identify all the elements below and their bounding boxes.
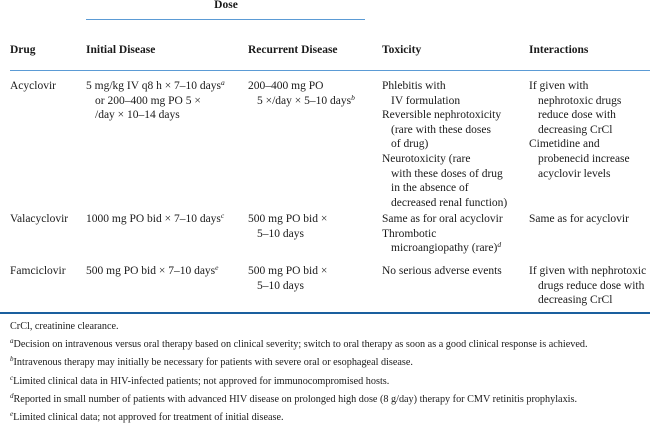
cell-line (86, 212, 224, 227)
footnote-marker: e (215, 263, 219, 272)
cell-line: Same as for oral acyclovir (382, 213, 503, 225)
cell-line: drugs reduce dose with (538, 279, 645, 292)
footnote-marker: c (220, 211, 225, 220)
cell-text: microangiopathy (rare) (391, 242, 498, 255)
footnote-a (10, 336, 588, 354)
cell-line: (rare with these doses (391, 123, 491, 136)
footnote-mark: d (10, 391, 14, 400)
cell-line: Cimetidine and (529, 138, 600, 151)
footnote-c (10, 373, 588, 391)
column-header-initial-disease: Initial Disease (86, 44, 156, 56)
cell-line: with these doses of drug (391, 167, 503, 180)
footnote-text: Decision on intravenous versus oral therapy based on clinical severity; switch to oral therapy as soon as a good clinical response is achieved. (13, 339, 588, 351)
cell-drug: Valacyclovir (10, 213, 69, 225)
cell-line: If given with (529, 80, 589, 92)
cell-line: 5–10 days (257, 279, 304, 292)
cell-line: reduce dose with (538, 109, 616, 122)
cell-line: 5–10 days (257, 227, 304, 240)
table-bottom-rule (0, 312, 650, 314)
cell-line: or 200–400 mg PO 5 × (95, 94, 201, 107)
header-rule (10, 70, 650, 71)
cell-line: No serious adverse events (382, 265, 502, 277)
cell-text: 5 ×/day × 5–10 days (257, 94, 352, 107)
cell-line: decreased renal function) (391, 196, 508, 209)
cell-text: 5 mg/kg IV q8 h × 7–10 days (86, 80, 222, 92)
footnote-text: Limited clinical data in HIV-infected patients; not approved for immunocompromised hosts. (13, 375, 390, 387)
cell-line: IV formulation (391, 94, 461, 107)
footnote-text: Reported in small number of patients with advanced HIV disease on prolonged high dose (8 g/day) therapy for CMV retinitis prophylaxis. (13, 393, 578, 405)
footnote-d (10, 391, 588, 409)
cell-recurrent-disease (248, 264, 327, 293)
cell-line: in the absence of (391, 182, 469, 195)
cell-line: Phlebitis with (382, 80, 446, 92)
cell-line: nephrotoxic drugs (538, 94, 622, 107)
cell-toxicity (382, 212, 503, 256)
dose-group-header: Dose (214, 0, 238, 11)
footnote-text: Limited clinical data; not approved for treatment of initial disease. (13, 412, 284, 424)
cell-line: probenecid increase (538, 152, 630, 165)
cell-drug: Acyclovir (10, 80, 56, 92)
cell-line: acyclovir levels (538, 167, 611, 180)
table-footnotes (10, 318, 588, 427)
cell-text: 500 mg PO bid × 7–10 days (86, 265, 216, 277)
footnote-mark: c (10, 373, 14, 382)
cell-line (248, 94, 355, 109)
cell-toxicity (382, 79, 507, 210)
cell-recurrent-disease (248, 79, 355, 108)
cell-line: Reversible nephrotoxicity (382, 109, 502, 122)
cell-line (86, 79, 225, 94)
footnote-marker: b (351, 92, 355, 102)
cell-line: /day × 10–14 days (95, 109, 180, 122)
footnote-mark: a (10, 337, 14, 346)
cell-line: decreasing CrCl (538, 123, 613, 136)
cell-initial-disease (86, 264, 219, 279)
cell-interactions (529, 79, 630, 181)
footnote-mark: b (10, 355, 14, 364)
footnote-abbreviation: CrCl, creatinine clearance. (10, 321, 119, 332)
cell-recurrent-disease (248, 212, 327, 241)
column-header-interactions: Interactions (529, 44, 589, 56)
cell-line: 500 mg PO bid × (248, 265, 328, 277)
cell-line (382, 241, 503, 256)
column-header-drug: Drug (10, 44, 36, 56)
cell-line: If given with nephrotoxic (529, 265, 647, 277)
cell-interactions (529, 212, 629, 227)
cell-line: Same as for acyclovir (529, 213, 629, 225)
cell-line: Neurotoxicity (rare (382, 152, 471, 165)
cell-toxicity (382, 264, 502, 279)
cell-line (86, 264, 219, 279)
cell-initial-disease (86, 79, 225, 123)
cell-line: Thrombotic (382, 227, 437, 240)
cell-line: 200–400 mg PO (248, 80, 324, 92)
cell-text: 1000 mg PO bid × 7–10 days (86, 213, 221, 225)
footnote-marker: d (497, 240, 502, 250)
cell-interactions (529, 264, 646, 308)
cell-initial-disease (86, 212, 224, 227)
cell-line: of drug) (391, 138, 429, 151)
dose-group-rule (86, 19, 365, 20)
column-header-toxicity: Toxicity (382, 44, 422, 56)
footnote-b (10, 354, 588, 372)
cell-line: decreasing CrCl (538, 294, 613, 307)
column-header-recurrent-disease: Recurrent Disease (248, 44, 338, 56)
footnote-text: Intravenous therapy may initially be necessary for patients with severe oral or esophageal disease. (13, 357, 413, 369)
cell-line: 500 mg PO bid × (248, 213, 328, 225)
footnote-mark: e (10, 410, 14, 419)
footnote-marker: a (221, 78, 225, 87)
cell-drug: Famciclovir (10, 265, 66, 277)
